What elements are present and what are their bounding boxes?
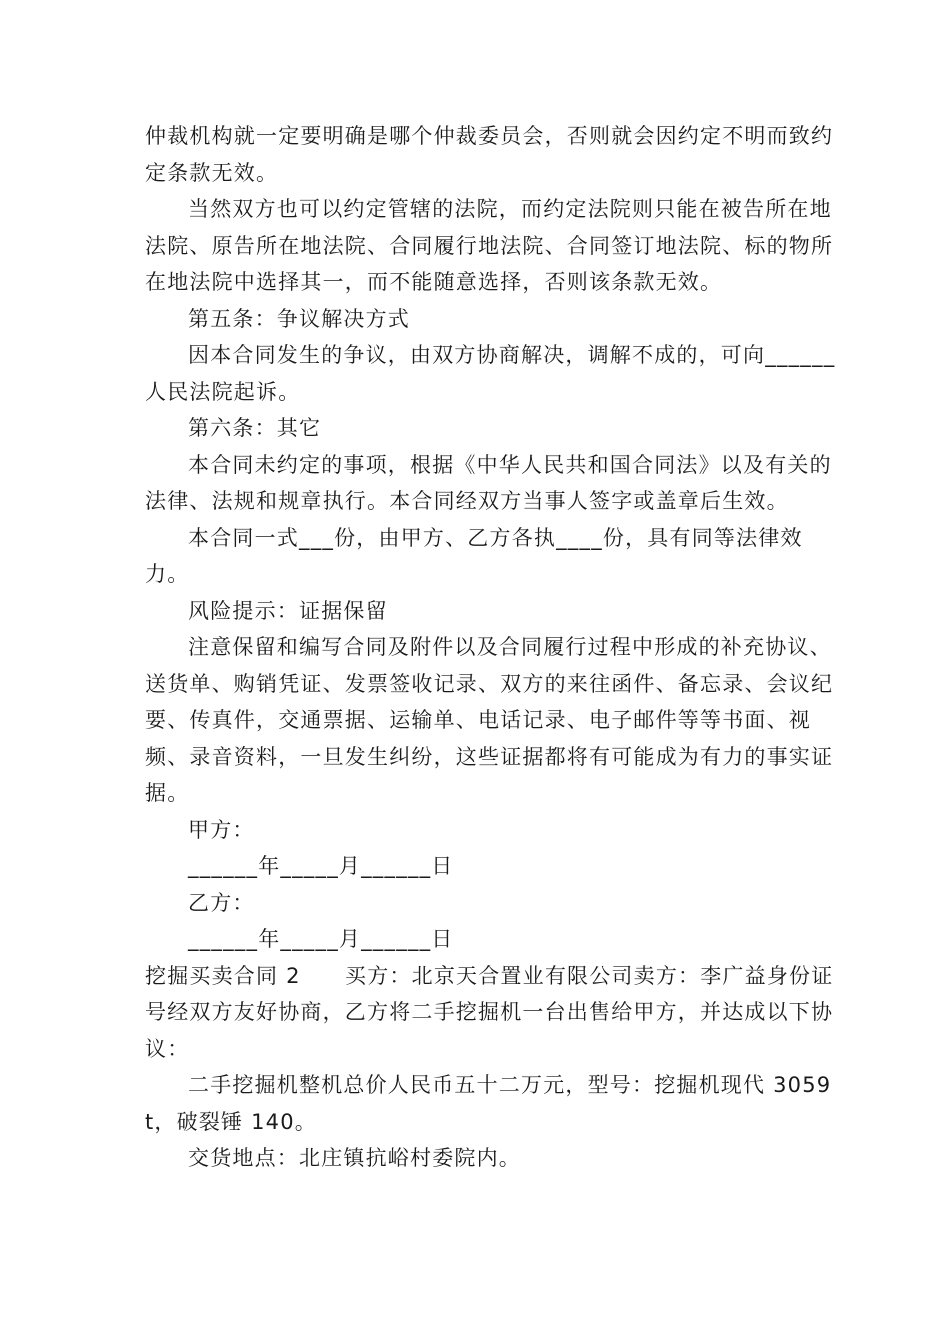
paragraph-applicable-law: 本合同未约定的事项，根据《中华人民共和国合同法》以及有关的法律、法规和规章执行。本合同经双方当事人签字或盖章后生效。 [145, 452, 832, 513]
paragraph-copies: 本合同一式___份，由甲方、乙方各执____份，具有同等法律效力。 [145, 525, 803, 586]
paragraph-delivery-location: 交货地点：北庄镇抗峪村委院内。 [188, 1146, 521, 1170]
document-body [145, 118, 845, 1177]
heading-article-5: 第五条：争议解决方式 [188, 306, 410, 331]
heading-risk-notice: 风险提示：证据保留 [188, 598, 388, 623]
party-b-date: ______年_____月______日 [188, 927, 454, 951]
party-b-label: 乙方： [188, 890, 255, 915]
paragraph-evidence: 注意保留和编写合同及附件以及合同履行过程中形成的补充协议、送货单、购销凭证、发票签收记录、双方的来往函件、备忘录、会议纪要、传真件，交通票据、运输单、电话记录、电子邮件等等书面、视频、录音资料，一旦发生纠纷，这些证据都将有可能成为有力的事实证据。 [145, 635, 834, 805]
paragraph-price-model: 二手挖掘机整机总价人民币五十二万元，型号：挖掘机现代 3059t，破裂锤 140。 [145, 1073, 832, 1134]
party-a-label: 甲方： [188, 817, 255, 842]
paragraph-dispute-resolution: 因本合同发生的争议，由双方协商解决，调解不成的，可向______人民法院起诉。 [145, 343, 836, 404]
paragraph-court-jurisdiction: 当然双方也可以约定管辖的法院，而约定法院则只能在被告所在地法院、原告所在地法院、合同履行地法院、合同签订地法院、标的物所在地法院中选择其一，而不能随意选择，否则该条款无效。 [145, 197, 834, 294]
paragraph-arbitration-body: 仲裁机构就一定要明确是哪个仲裁委员会，否则就会因约定不明而致约定条款无效。 [145, 124, 834, 185]
heading-article-6: 第六条：其它 [188, 416, 322, 440]
paragraph-contract-2-intro: 挖掘买卖合同 2 买方：北京天合置业有限公司卖方：李广益身份证号经双方友好协商，乙方将二手挖掘机一台出售给甲方，并达成以下协议： [145, 963, 834, 1061]
party-a-date: ______年_____月______日 [188, 854, 454, 878]
